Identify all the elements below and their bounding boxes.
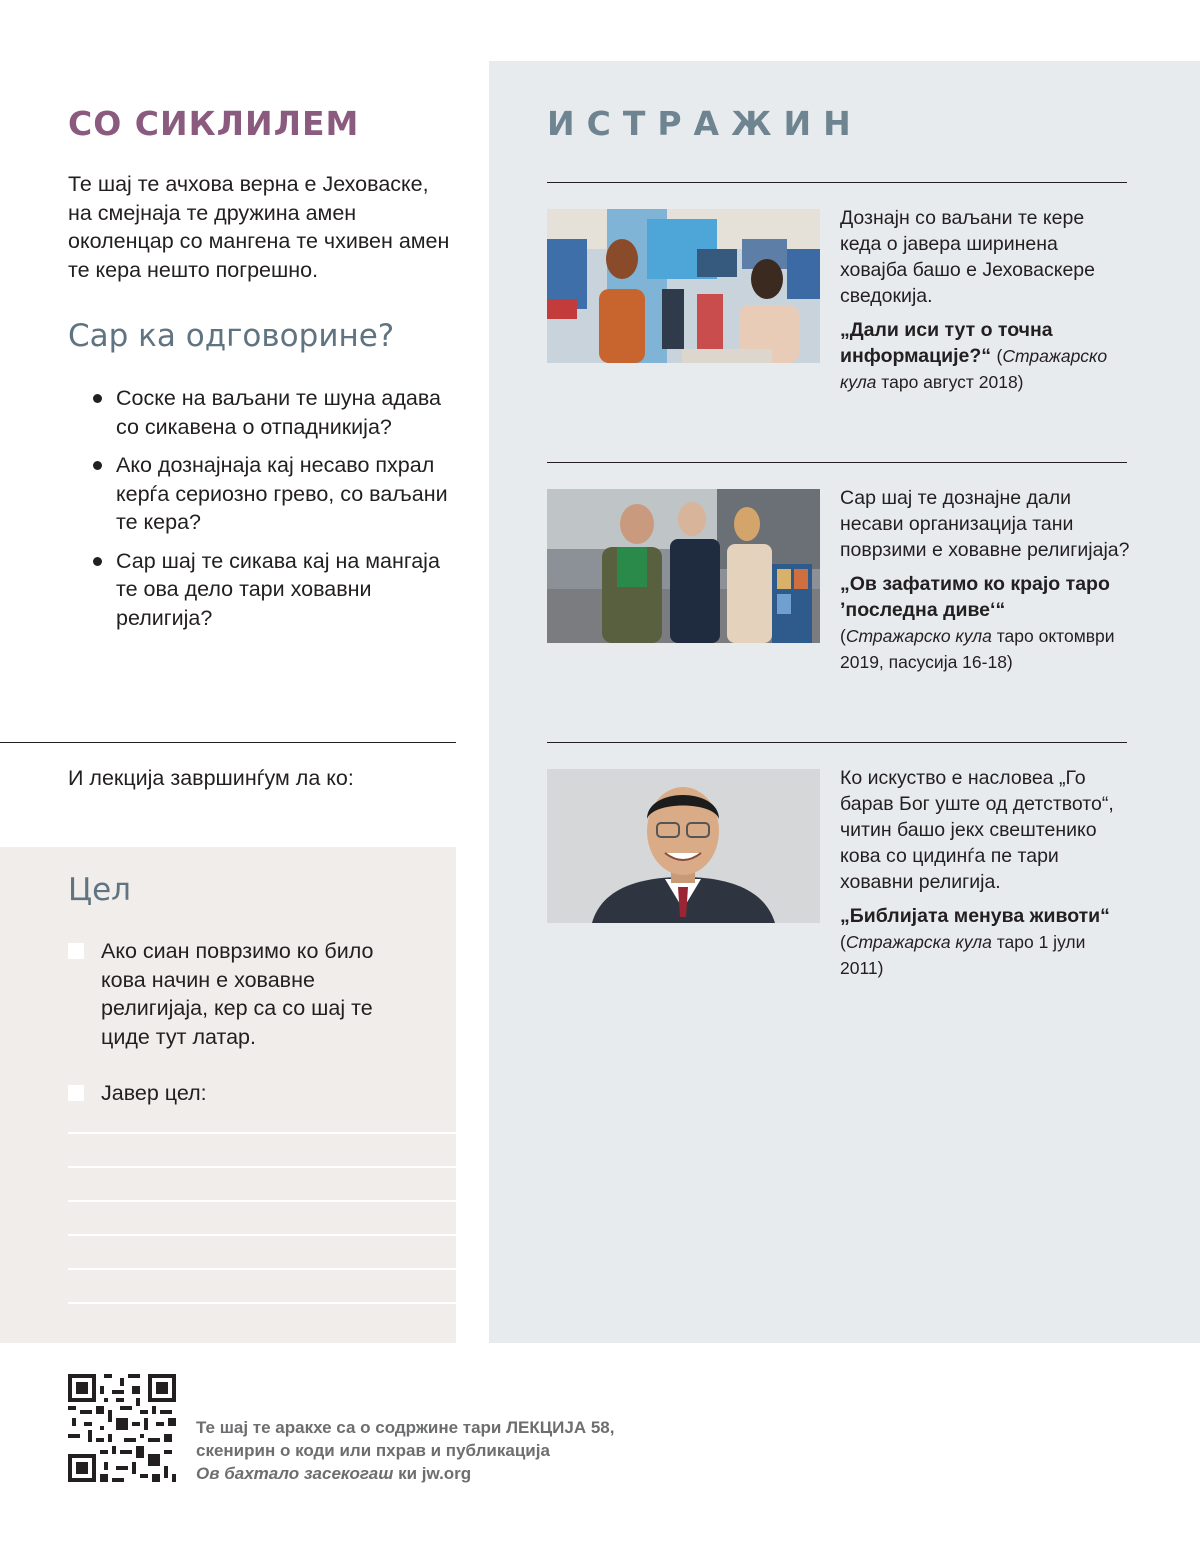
question-text: Соске на ваљани те шуна адава со сикавена о отпадникија? [116, 386, 441, 439]
ref-date: таро октомври 2019, пасусија 16-18) [840, 626, 1115, 672]
explore-title[interactable] [840, 317, 1130, 395]
explore-item-3 [840, 765, 1130, 981]
footer-site[interactable]: ки jw.org [393, 1464, 472, 1483]
answer-heading: Сар ка одговорине? [68, 318, 395, 354]
writing-line[interactable] [68, 1302, 456, 1304]
bullet-icon [93, 557, 102, 566]
question-text: Ако дознајнаја кај несаво пхрал керѓа сериозно грево, со ваљани те кера? [116, 453, 448, 534]
explore-ref [840, 623, 1130, 675]
explore-title-text: „Дали иси тут о точна информације?“ [840, 319, 1053, 367]
recap-label: И лекција завршинѓум ла ко: [68, 766, 354, 790]
goal-item [68, 937, 418, 1051]
explore-item-2 [840, 485, 1130, 675]
explore-title[interactable]: „Библијата менува животи“ [840, 905, 1110, 927]
writing-line[interactable] [68, 1268, 456, 1270]
ref-publication: Стражарско кула [840, 346, 1108, 392]
explore-ref [840, 929, 1130, 981]
divider [547, 182, 1127, 183]
checkbox[interactable] [68, 943, 84, 959]
checkbox[interactable] [68, 1085, 84, 1101]
question-item [92, 384, 454, 441]
divider [0, 742, 456, 743]
writing-line[interactable] [68, 1200, 456, 1202]
ref-date: таро 1 јули 2011) [840, 932, 1086, 978]
explore-desc: Сар шај те дознајне дали несави организација тани поврзими е ховавне религијаја? [840, 487, 1130, 561]
qr-code-icon[interactable] [68, 1374, 176, 1482]
footer-line: Те шај те аракхе са о содржине тари ЛЕКЦИЈА 58, [196, 1418, 615, 1437]
ref-date: таро август 2018) [876, 372, 1024, 392]
explore-heading: ИСТРАЖИН [547, 104, 863, 143]
news-scene-image [547, 209, 820, 363]
question-item [92, 451, 454, 537]
ref-open: ( [840, 626, 846, 646]
writing-line[interactable] [68, 1234, 456, 1236]
ref-open: ( [996, 346, 1003, 366]
explore-desc: Дознајн со ваљани те кере кеда о јавера ширинена ховајба башо е Јеховаскере сведокија. [840, 207, 1095, 307]
footer-text [196, 1416, 614, 1485]
bullet-icon [93, 461, 102, 470]
writing-line[interactable] [68, 1132, 456, 1134]
divider [547, 742, 1127, 743]
cart-witnessing-image [547, 489, 820, 643]
ref-publication: Стражарско кула [845, 626, 992, 646]
divider [547, 462, 1127, 463]
footer-line [196, 1462, 614, 1485]
goal-heading: Цел [68, 872, 131, 908]
ref-open: ( [840, 932, 846, 952]
ref-publication: Стражарска кула [845, 932, 992, 952]
question-list [92, 384, 454, 642]
goal-text: Ако сиан поврзимо ко било кова начин е ховавне религијаја, кер са со шај те циде тут латар. [101, 939, 374, 1049]
publication-title[interactable]: Ов бахтало засекогаш [196, 1464, 394, 1483]
writing-line[interactable] [68, 1166, 456, 1168]
goal-text: Јавер цел: [101, 1081, 207, 1105]
explore-item-1 [840, 205, 1130, 395]
learned-heading: СО СИКЛИЛЕМ [68, 104, 360, 143]
explore-title[interactable]: „Ов зафатимо ко крајо таро ’последна диве‘“ [840, 573, 1110, 621]
footer-line: скенирин о коди или пхрав и публикација [196, 1441, 550, 1460]
goal-item [68, 1079, 418, 1108]
bullet-icon [93, 394, 102, 403]
question-text: Сар шај те сикава кај на мангаја те ова дело тари ховавни религија? [116, 548, 440, 630]
explore-desc: Ко искуство е насловеа „Го барав Бог уште од детството“, читин башо јекх свештенико кова со цидинѓа пе тари ховавни религија. [840, 767, 1114, 893]
portrait-image [547, 769, 820, 923]
question-item [92, 547, 454, 633]
summary-text: Те шај те ачхова верна е Јеховаске, на смејнаја те дружина амен околенцар со мангена те чхивен амен те кера нешто погрешно. [68, 172, 450, 282]
